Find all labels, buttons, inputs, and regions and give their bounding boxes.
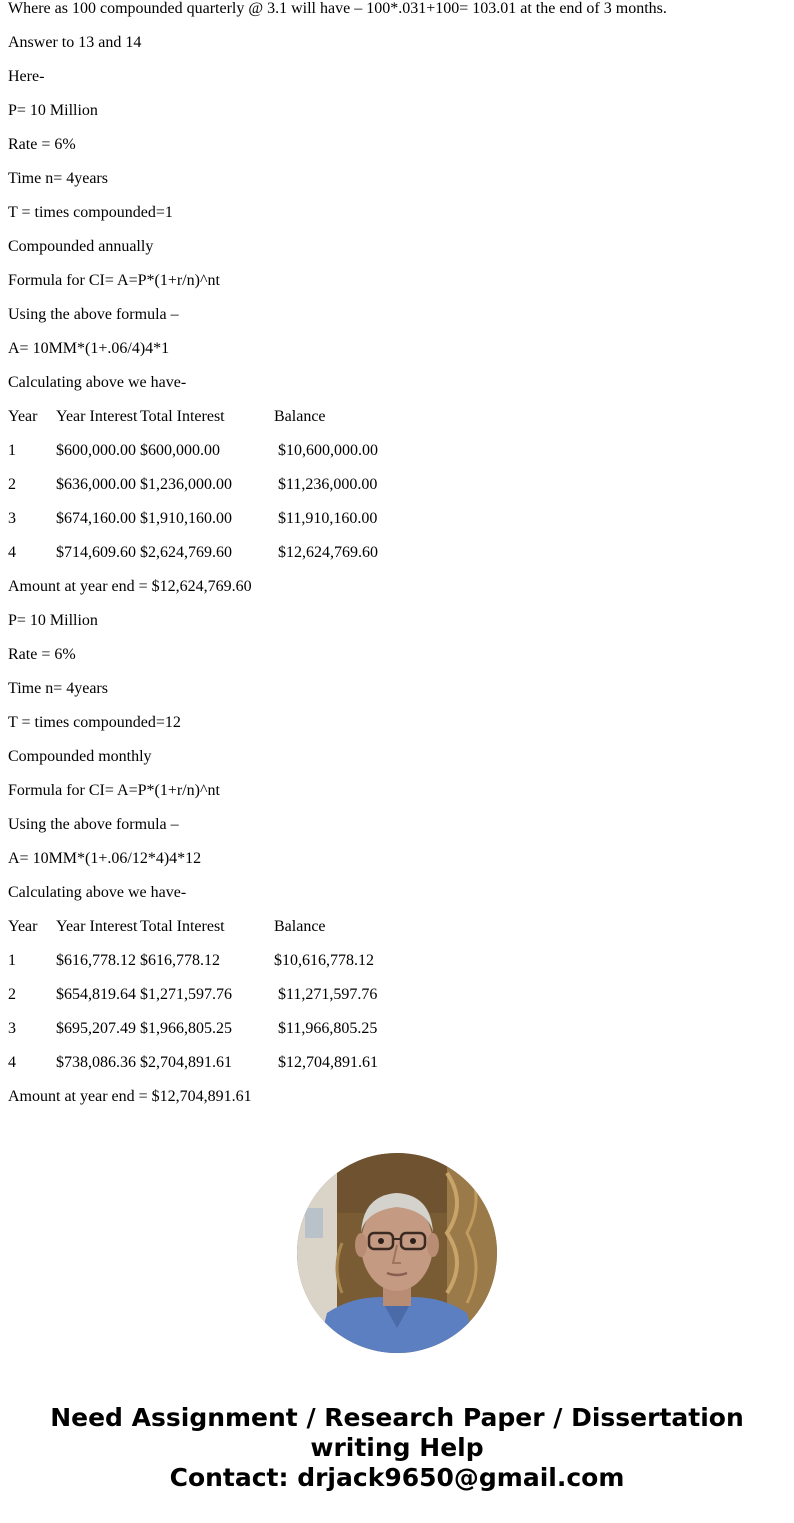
cell-total-interest: $2,624,769.60	[140, 544, 232, 561]
table-row	[8, 510, 788, 528]
cell-year: 1	[8, 952, 16, 969]
cell-year-interest: $636,000.00	[56, 476, 136, 493]
table-row	[8, 442, 788, 460]
cell-balance: $11,271,597.76	[278, 986, 378, 1003]
header-balance: Balance	[274, 408, 326, 425]
cell-year: 3	[8, 510, 16, 527]
table-row	[8, 986, 788, 1004]
cell-year: 2	[8, 476, 16, 493]
monthly-table-header	[8, 918, 788, 936]
annual-rate: Rate = 6%	[8, 136, 76, 153]
cell-total-interest: $2,704,891.61	[140, 1054, 232, 1071]
cell-total-interest: $1,966,805.25	[140, 1020, 232, 1037]
cell-year: 4	[8, 544, 16, 561]
cell-total-interest: $1,910,160.00	[140, 510, 232, 527]
annual-mode: Compounded annually	[8, 238, 154, 255]
promo-banner	[0, 1403, 794, 1493]
header-year-interest: Year Interest	[56, 408, 138, 425]
cell-year-interest: $600,000.00	[56, 442, 136, 459]
monthly-times-compounded: T = times compounded=12	[8, 714, 181, 731]
header-total-interest: Total Interest	[140, 408, 225, 425]
cell-balance: $10,616,778.12	[274, 952, 374, 969]
monthly-rate: Rate = 6%	[8, 646, 76, 663]
annual-principal: P= 10 Million	[8, 102, 98, 119]
cell-year: 2	[8, 986, 16, 1003]
document-body	[8, 0, 788, 1122]
cell-year: 3	[8, 1020, 16, 1037]
cell-total-interest: $1,271,597.76	[140, 986, 232, 1003]
cell-year-interest: $738,086.36	[56, 1054, 136, 1071]
table-row	[8, 1020, 788, 1038]
annual-table-header	[8, 408, 788, 426]
promo-line-2: writing Help	[310, 1433, 484, 1462]
monthly-amount: Amount at year end = $12,704,891.61	[8, 1088, 252, 1105]
header-year: Year	[8, 918, 38, 935]
cell-year-interest: $616,778.12	[56, 952, 136, 969]
monthly-mode: Compounded monthly	[8, 748, 152, 765]
header-year-interest: Year Interest	[56, 918, 138, 935]
annual-time: Time n= 4years	[8, 170, 108, 187]
header-total-interest: Total Interest	[140, 918, 225, 935]
table-row	[8, 1054, 788, 1072]
annual-calc-label: Calculating above we have-	[8, 374, 187, 391]
promo-contact[interactable]: Contact: drjack9650@gmail.com	[169, 1463, 625, 1492]
annual-equation: A= 10MM*(1+.06/4)4*1	[8, 340, 170, 357]
cell-total-interest: $616,778.12	[140, 952, 220, 969]
cell-balance: $10,600,000.00	[278, 442, 378, 459]
monthly-formula: Formula for CI= A=P*(1+r/n)^nt	[8, 782, 220, 799]
cell-balance: $12,624,769.60	[278, 544, 378, 561]
promo-line-1: Need Assignment / Research Paper / Dissertation	[50, 1403, 744, 1432]
cell-year: 4	[8, 1054, 16, 1071]
cell-balance: $11,236,000.00	[278, 476, 378, 493]
cell-year-interest: $695,207.49	[56, 1020, 136, 1037]
here-label: Here-	[8, 68, 45, 85]
monthly-time: Time n= 4years	[8, 680, 108, 697]
monthly-calc-label: Calculating above we have-	[8, 884, 187, 901]
annual-formula: Formula for CI= A=P*(1+r/n)^nt	[8, 272, 220, 289]
cell-year-interest: $714,609.60	[56, 544, 136, 561]
cell-balance: $11,966,805.25	[278, 1020, 378, 1037]
annual-using-formula: Using the above formula –	[8, 306, 179, 323]
cell-total-interest: $600,000.00	[140, 442, 220, 459]
cell-balance: $12,704,891.61	[278, 1054, 378, 1071]
cell-year-interest: $654,819.64	[56, 986, 136, 1003]
monthly-principal: P= 10 Million	[8, 612, 98, 629]
answer-heading: Answer to 13 and 14	[8, 34, 142, 51]
annual-amount: Amount at year end = $12,624,769.60	[8, 578, 252, 595]
table-row	[8, 476, 788, 494]
cell-balance: $11,910,160.00	[278, 510, 378, 527]
avatar	[297, 1153, 497, 1353]
cell-year: 1	[8, 442, 16, 459]
cell-total-interest: $1,236,000.00	[140, 476, 232, 493]
cell-year-interest: $674,160.00	[56, 510, 136, 527]
table-row	[8, 952, 788, 970]
header-year: Year	[8, 408, 38, 425]
header-balance: Balance	[274, 918, 326, 935]
table-row	[8, 544, 788, 562]
monthly-using-formula: Using the above formula –	[8, 816, 179, 833]
monthly-equation: A= 10MM*(1+.06/12*4)4*12	[8, 850, 202, 867]
intro-text: Where as 100 compounded quarterly @ 3.1 will have – 100*.031+100= 103.01 at the end of 3 months.	[8, 0, 667, 17]
annual-times-compounded: T = times compounded=1	[8, 204, 173, 221]
